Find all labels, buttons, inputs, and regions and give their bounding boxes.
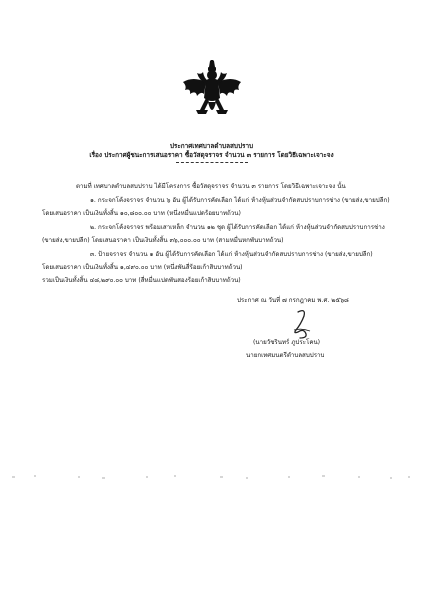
item-1-line-1: ๑. กระจกโค้งจราจร จำนวน ๖ อัน ผู้ได้รับการคัดเลือก ได้แก่ ห้างหุ้นส่วนจำกัดสบปราบการช่าง (ขายส่ง,ขายปลีก) (90, 197, 390, 204)
item-2-line-1: ๒. กระจกโค้งจราจร พร้อมเสาเหล็ก จำนวน ๑๒ ชุด ผู้ได้รับการคัดเลือก ได้แก่ ห้างหุ้นส่วนจำกัดสบปราบการช่าง (90, 224, 385, 231)
title-divider (176, 162, 248, 163)
handwritten-signature (276, 308, 326, 340)
announcement-subject: เรื่อง ประกาศผู้ชนะการเสนอราคา ซื้อวัสดุจราจร จำนวน ๓ รายการ โดยวิธีเฉพาะเจาะจง (89, 151, 334, 159)
signatory-name: (นายวัชรินทร์ ภูประโคน) (253, 339, 321, 346)
item-1-line-2: โดยเสนอราคา เป็นเงินทั้งสิ้น ๑๐,๘๐๐.๐๐ บาท (หนึ่งหมื่นแปดร้อยบาทถ้วน) (42, 210, 241, 217)
scan-artifact-line (6, 474, 416, 480)
garuda-emblem-icon (181, 60, 243, 122)
item-3-line-1: ๓. ป้ายจราจร จำนวน ๑ อัน ผู้ได้รับการคัดเลือก ได้แก่ ห้างหุ้นส่วนจำกัดสบปราบการช่าง (ขายส่ง,ขายปลีก) (90, 251, 373, 258)
signatory-position: นายกเทศมนตรีตำบลสบปราบ (246, 352, 325, 359)
total-line: รวมเป็นเงินทั้งสิ้น ๔๘,๒๙๐.๐๐ บาท (สี่หมื่นแปดพันสองร้อยเก้าสิบบาทถ้วน) (42, 277, 241, 284)
date-line: ประกาศ ณ วันที่ ๗ กรกฎาคม พ.ศ. ๒๕๖๘ (237, 297, 349, 304)
item-2-line-2: (ขายส่ง,ขายปลีก) โดยเสนอราคา เป็นเงินทั้งสิ้น ๓๖,๐๐๐.๐๐ บาท (สามหมื่นหกพันบาทถ้วน) (42, 237, 284, 244)
intro-paragraph: ตามที่ เทศบาลตำบลสบปราบ ได้มีโครงการ ซื้อวัสดุจราจร จำนวน ๓ รายการ โดยวิธีเฉพาะเจาะจง นั้น (76, 183, 346, 190)
announcement-title: ประกาศเทศบาลตำบลสบปราบ (169, 142, 254, 150)
item-3-line-2: โดยเสนอราคา เป็นเงินทั้งสิ้น ๑,๔๙๐.๐๐ บาท (หนึ่งพันสี่ร้อยเก้าสิบบาทถ้วน) (42, 264, 243, 271)
